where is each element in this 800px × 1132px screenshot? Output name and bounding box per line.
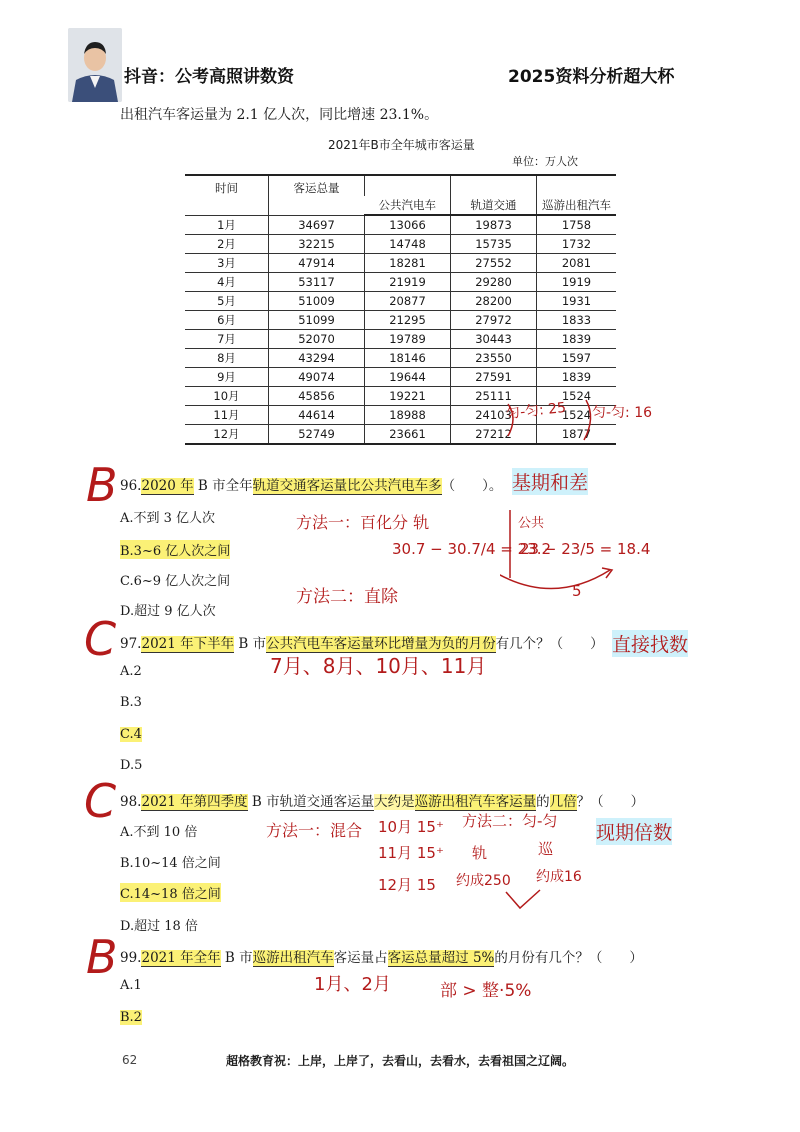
cell-rail: 29280 [451,273,537,292]
cell-total: 47914 [269,254,365,273]
cell-time: 4月 [185,273,269,292]
cell-total: 52070 [269,330,365,349]
table-row [185,273,616,292]
q99-months: 1月、2月 [314,974,391,995]
cell-total: 45856 [269,387,365,406]
cell-rail: 27972 [451,311,537,330]
q97-months: 7月、8月、10月、11月 [270,654,487,678]
q98-method2: 方法二：匀-匀 [462,812,558,830]
q98-taxi: 巡 [538,840,554,858]
table-row [185,311,616,330]
cell-bus: 13066 [365,215,451,235]
cell-taxi: 1833 [537,311,617,330]
cell-rail: 27212 [451,425,537,445]
q98-option-a: A.不到 10 倍 [120,825,198,840]
table-row [185,349,616,368]
cell-bus: 14748 [365,235,451,254]
cell-rail: 19873 [451,215,537,235]
q96-stem: 96.2020 年 B 市全年轨道交通客运量比公共汽电车多（ ）。 [120,478,503,494]
table-row [185,292,616,311]
cell-time: 9月 [185,368,269,387]
col-header-taxi: 巡游出租汽车 [537,196,617,215]
q98-taxi-sum: 约成16 [536,869,582,885]
q98-stem: 98.2021 年第四季度 B 市轨道交通客运量大约是巡游出租汽车客运量的几倍？（ ） [120,794,645,810]
cell-taxi: 1758 [537,215,617,235]
q96-option-d: D.超过 9 亿人次 [120,604,216,619]
cell-time: 12月 [185,425,269,445]
cell-rail: 23550 [451,349,537,368]
cell-total: 51099 [269,311,365,330]
page-number: 62 [122,1053,138,1067]
header-book-title: 2025资料分析超大杯 [508,67,675,87]
cell-taxi: 1524 [537,387,617,406]
cell-total: 43294 [269,349,365,368]
q98-rail-sum: 约成250 [456,873,511,889]
cell-taxi: 1839 [537,368,617,387]
q98-type-tag: 现期倍数 [596,818,672,845]
header-channel: 抖音：公考高照讲数资 [124,67,294,87]
cell-bus: 21295 [365,311,451,330]
intro-text: 出租汽车客运量为 2.1 亿人次，同比增速 23.1%。 [120,107,439,123]
q96-method2: 方法二：直除 [296,587,398,607]
cell-time: 11月 [185,406,269,425]
cell-bus: 18146 [365,349,451,368]
q96-calc-bus: 23 − 23/5 = 18.4 [520,540,651,558]
q98-option-d: D.超过 18 倍 [120,919,198,934]
table-row [185,368,616,387]
q98-oct: 10月 15⁺ [378,818,444,836]
q98-answer-letter: C [84,774,117,828]
cell-bus: 19789 [365,330,451,349]
q96-calc-rail: 30.7 − 30.7/4 = 23.2 [392,540,552,558]
cell-taxi: 1919 [537,273,617,292]
note-taxi-sum: 匀-匀: 16 [592,405,653,421]
cell-time: 7月 [185,330,269,349]
cell-rail: 25111 [451,387,537,406]
cell-rail: 27591 [451,368,537,387]
col-header-total: 客运总量 [269,175,365,215]
cell-time: 5月 [185,292,269,311]
q96-option-a: A.不到 3 亿人次 [120,511,216,526]
cell-bus: 20877 [365,292,451,311]
q98-rail: 轨 [472,844,488,862]
q96-bus-label: 公共 [518,516,545,531]
table-unit: 单位：万人次 [512,155,578,168]
q98-method1: 方法一：混合 [266,821,363,840]
q98-dec: 12月 15 [378,876,436,894]
q96-method1: 方法一：百化分 轨 [296,513,430,532]
table-row [185,215,616,235]
cell-bus: 19221 [365,387,451,406]
q97-option-a: A.2 [120,664,142,679]
q97-option-b: B.3 [120,695,142,710]
cell-rail: 28200 [451,292,537,311]
q97-option-c: C.4 [120,727,142,742]
q96-option-c: C.6~9 亿人次之间 [120,574,231,589]
cell-time: 6月 [185,311,269,330]
cell-bus: 19644 [365,368,451,387]
cell-taxi: 1839 [537,330,617,349]
q98-option-c: C.14~18 倍之间 [120,883,221,902]
q99-option-a: A.1 [120,978,142,993]
cell-time: 1月 [185,215,269,235]
note-brackets [500,396,630,446]
cell-taxi: 2081 [537,254,617,273]
cell-bus: 23661 [365,425,451,445]
cell-bus: 18281 [365,254,451,273]
cell-time: 2月 [185,235,269,254]
cell-total: 34697 [269,215,365,235]
q99-answer-letter: B [86,930,118,984]
cell-rail: 27552 [451,254,537,273]
q99-option-b: B.2 [120,1010,142,1025]
cell-total: 53117 [269,273,365,292]
q98-nov: 11月 15⁺ [378,844,444,862]
q97-answer-letter: C [84,612,117,666]
table-row [185,235,616,254]
cell-taxi: 1597 [537,349,617,368]
q97-option-d: D.5 [120,758,143,773]
col-header-rail: 轨道交通 [451,196,537,215]
col-header-bus: 公共汽电车 [365,196,451,215]
cell-taxi: 1732 [537,235,617,254]
cell-time: 3月 [185,254,269,273]
cell-rail: 15735 [451,235,537,254]
cell-total: 51009 [269,292,365,311]
q99-stem: 99.2021 年全年 B 市巡游出租汽车客运量占客运总量超过 5%的月份有几个？（ ） [120,950,643,966]
note-rail-sum: 匀-匀: 25 [505,399,567,423]
cell-time: 8月 [185,349,269,368]
q96-five: 5 [572,582,582,600]
cell-taxi: 1931 [537,292,617,311]
q96-answer-letter: B [86,458,118,512]
q97-stem: 97.2021 年下半年 B 市公共汽电车客运量环比增量为负的月份有几个？（ ） [120,636,604,652]
table-row [185,254,616,273]
q99-rule: 部 > 整·5% [440,981,532,1001]
cell-rail: 30443 [451,330,537,349]
footer-slogan: 超格教育祝：上岸，上岸了，去看山，去看水，去看祖国之辽阔。 [226,1054,575,1068]
table-row [185,330,616,349]
cell-time: 10月 [185,387,269,406]
cell-total: 49074 [269,368,365,387]
q96-option-b: B.3~6 亿人次之间 [120,540,230,559]
cell-taxi: 1524 [537,406,617,425]
cell-total: 52749 [269,425,365,445]
table-title: 2021年B市全年城市客运量 [328,138,475,152]
cell-total: 44614 [269,406,365,425]
col-header-time: 时间 [185,175,269,215]
cell-total: 32215 [269,235,365,254]
cell-taxi: 1877 [537,425,617,445]
author-avatar [68,28,122,102]
q98-option-b: B.10~14 倍之间 [120,856,221,871]
cell-bus: 18988 [365,406,451,425]
cell-rail: 24103 [451,406,537,425]
q98-check-mark [500,886,550,916]
q96-type-tag: 基期和差 [512,468,588,495]
q97-type-tag: 直接找数 [612,630,688,657]
cell-bus: 21919 [365,273,451,292]
